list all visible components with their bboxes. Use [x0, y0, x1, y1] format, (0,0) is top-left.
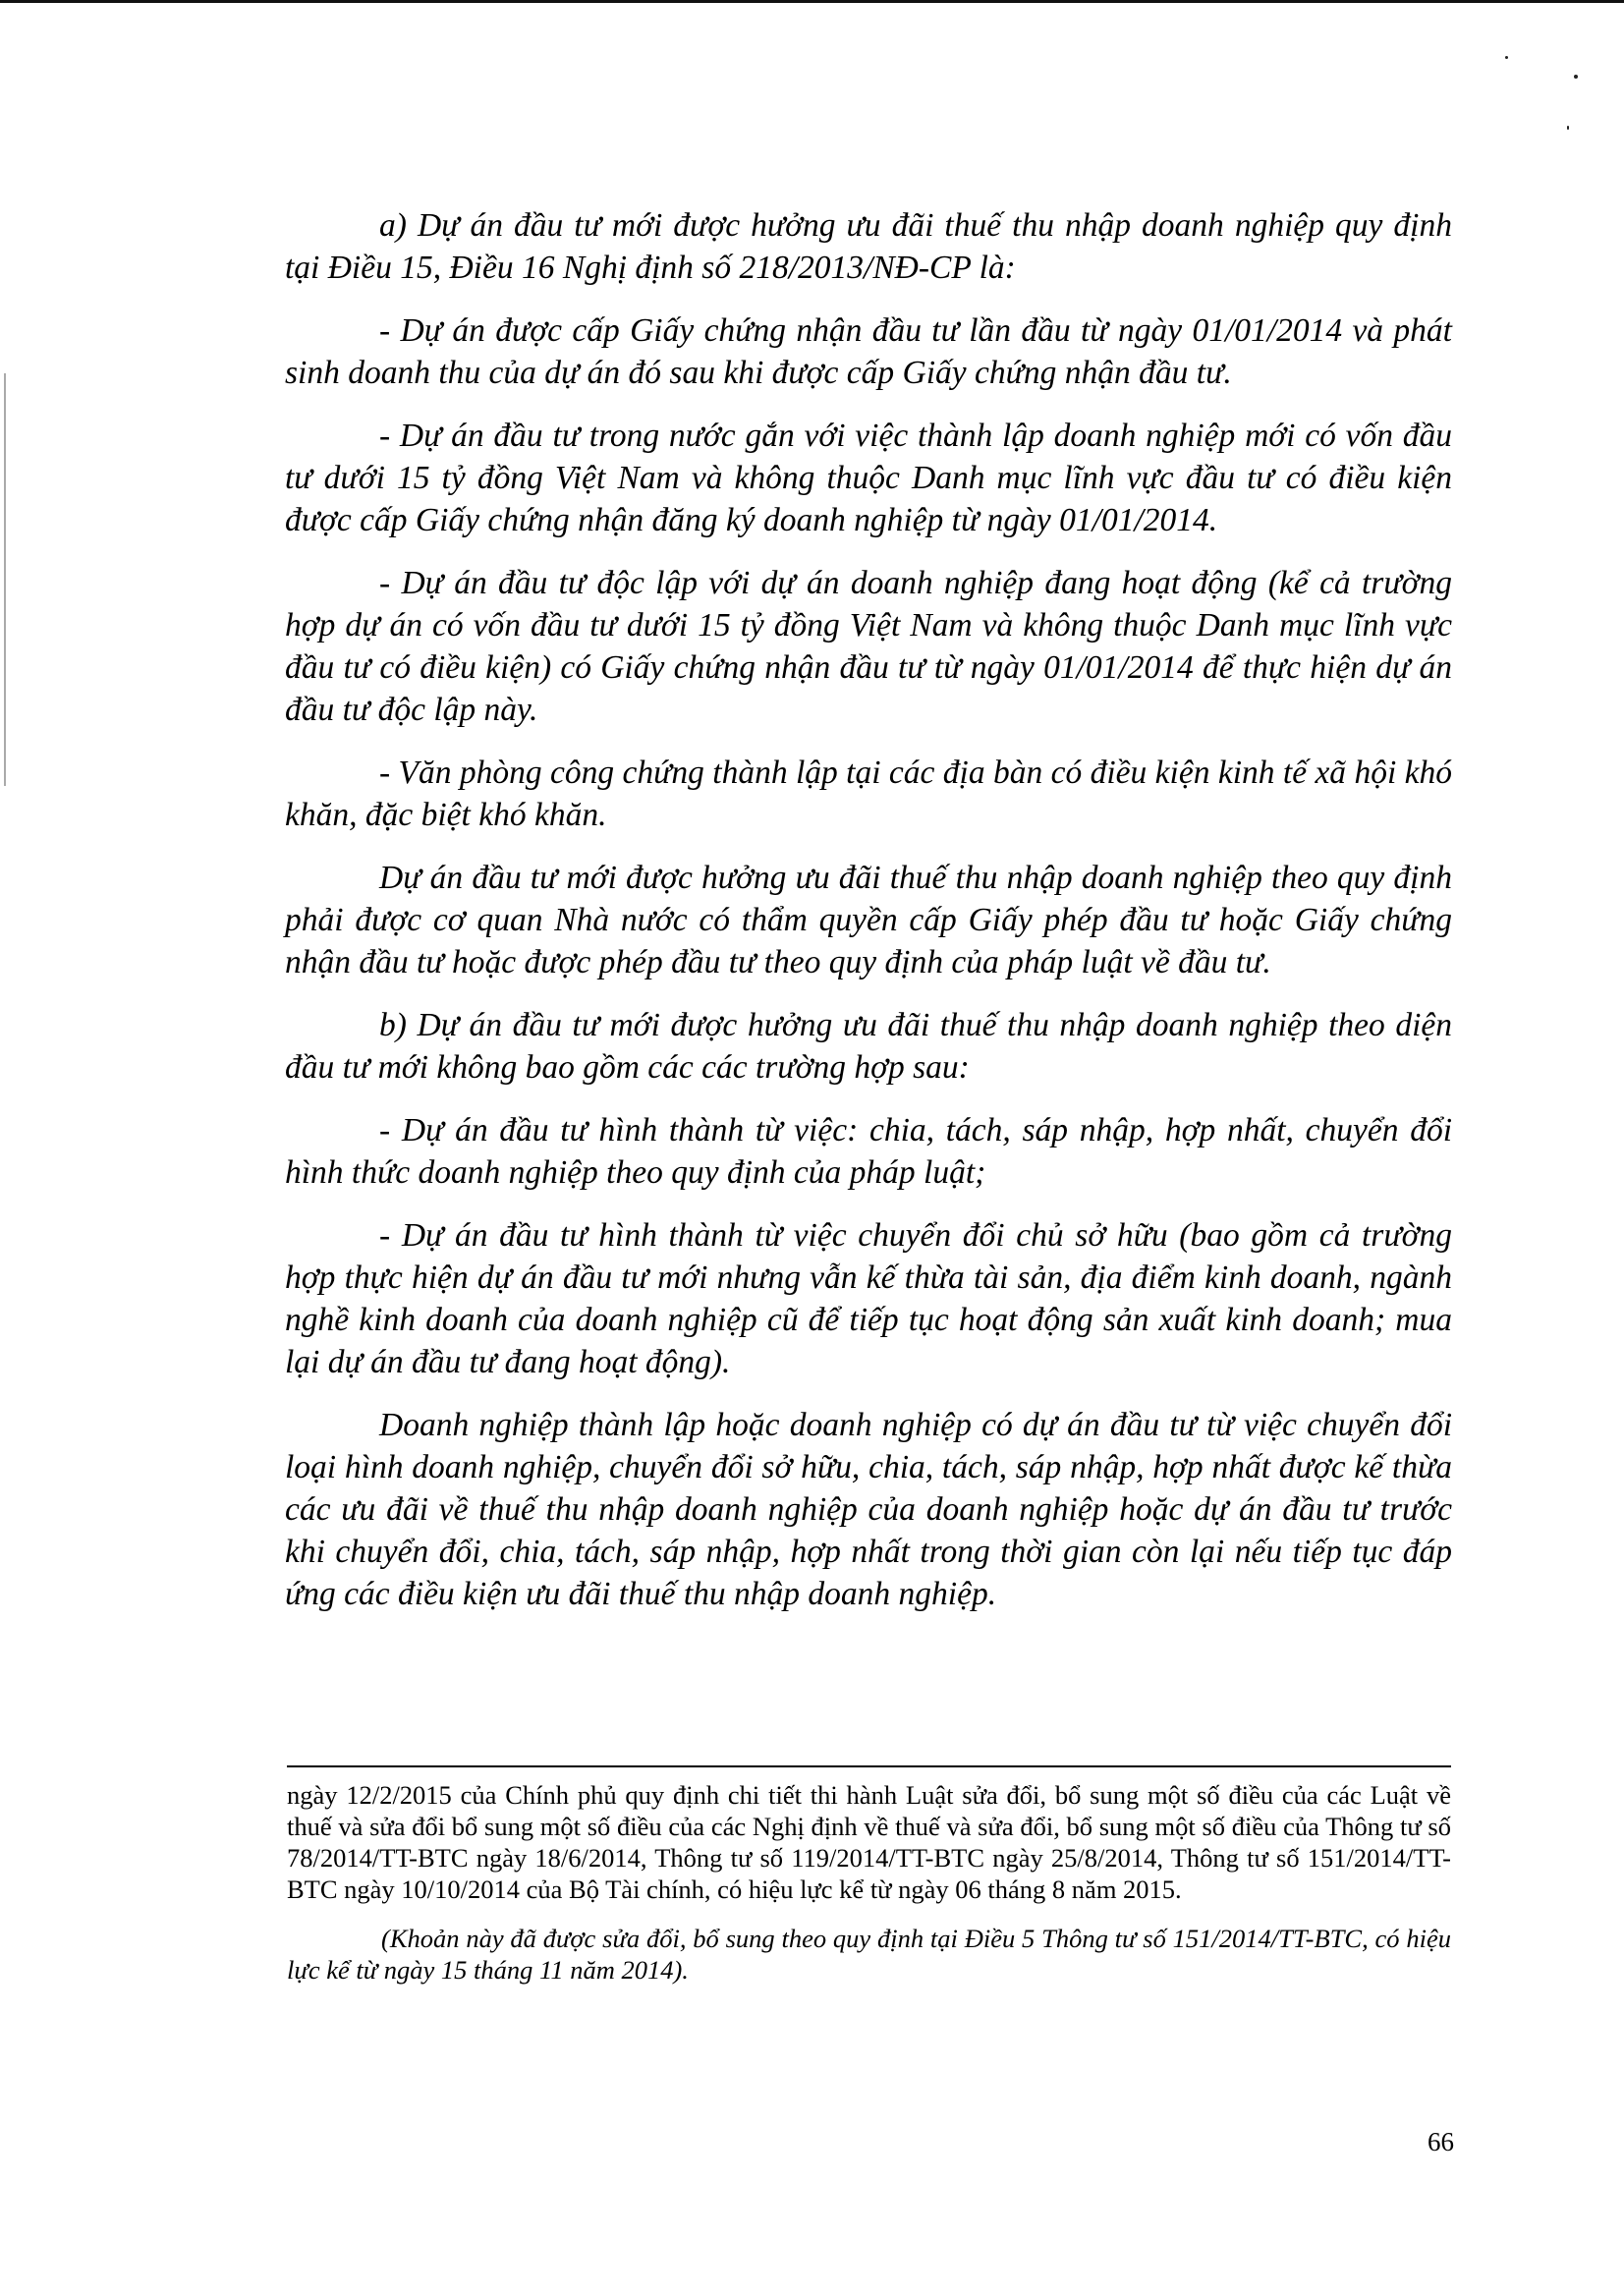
paragraph-item: - Dự án đầu tư độc lập với dự án doanh nghiệp đang hoạt động (kể cả trường hợp dự án có vốn đầu tư dưới 15 tỷ đồng Việt Nam và không thuộc Danh mục lĩnh vực đầu tư có điều kiện) có Giấy chứng nhận đầu tư từ ngày 01/01/2014 để thực hiện dự án đầu tư độc lập này.	[285, 565, 1452, 728]
paragraph-item: - Văn phòng công chứng thành lập tại các địa bàn có điều kiện kinh tế xã hội khó khăn, đặc biệt khó khăn.	[285, 755, 1452, 833]
scan-speck	[1505, 56, 1508, 59]
footnote	[287, 1779, 1451, 1986]
scan-top-border	[0, 0, 1624, 3]
scan-speck	[1567, 126, 1569, 130]
paragraph-item: - Dự án đầu tư hình thành từ việc: chia, tách, sáp nhập, hợp nhất, chuyển đổi hình thức doanh nghiệp theo quy định của pháp luật;	[285, 1112, 1452, 1191]
paragraph-item: - Dự án đầu tư trong nước gắn với việc thành lập doanh nghiệp mới có vốn đầu tư dưới 15 tỷ đồng Việt Nam và không thuộc Danh mục lĩnh vực đầu tư có điều kiện được cấp Giấy chứng nhận đăng ký doanh nghiệp từ ngày 01/01/2014.	[285, 418, 1452, 538]
footnote-text: ngày 12/2/2015 của Chính phủ quy định chi tiết thi hành Luật sửa đổi, bổ sung một số điều của các Luật về thuế và sửa đổi bổ sung một số điều của các Nghị định về thuế và sửa đổi, bổ sung một số điều của Thông tư số 78/2014/TT-BTC ngày 18/6/2014, Thông tư số 119/2014/TT-BTC ngày 25/8/2014, Thông tư số 151/2014/TT-BTC ngày 10/10/2014 của Bộ Tài chính, có hiệu lực kể từ ngày 06 tháng 8 năm 2015.	[287, 1780, 1451, 1904]
paragraph-item: - Dự án được cấp Giấy chứng nhận đầu tư lần đầu từ ngày 01/01/2014 và phát sinh doanh thu của dự án đó sau khi được cấp Giấy chứng nhận đầu tư.	[285, 312, 1452, 391]
scan-speck	[1574, 75, 1578, 79]
main-body-text	[285, 204, 1452, 1636]
footnote-amendment-note: (Khoản này đã được sửa đổi, bổ sung theo quy định tại Điều 5 Thông tư số 151/2014/TT-BTC, có hiệu lực kể từ ngày 15 tháng 11 năm 2014).	[287, 1924, 1451, 1985]
paragraph-a-heading: a) Dự án đầu tư mới được hưởng ưu đãi thuế thu nhập doanh nghiệp quy định tại Điều 15, Điều 16 Nghị định số 218/2013/NĐ-CP là:	[285, 207, 1452, 286]
paragraph: Dự án đầu tư mới được hưởng ưu đãi thuế thu nhập doanh nghiệp theo quy định phải được cơ quan Nhà nước có thẩm quyền cấp Giấy phép đầu tư hoặc Giấy chứng nhận đầu tư hoặc được phép đầu tư theo quy định của pháp luật về đầu tư.	[285, 860, 1452, 980]
page-number: 66	[1428, 2127, 1454, 2156]
paragraph-item: - Dự án đầu tư hình thành từ việc chuyển đổi chủ sở hữu (bao gồm cả trường hợp thực hiện dự án đầu tư mới nhưng vẫn kế thừa tài sản, địa điểm kinh doanh, ngành nghề kinh doanh của doanh nghiệp cũ để tiếp tục hoạt động sản xuất kinh doanh; mua lại dự án đầu tư đang hoạt động).	[285, 1217, 1452, 1380]
footnote-separator	[287, 1765, 1451, 1767]
scan-left-edge-mark	[4, 373, 6, 786]
paragraph-b-heading: b) Dự án đầu tư mới được hưởng ưu đãi thuế thu nhập doanh nghiệp theo diện đầu tư mới không bao gồm các các trường hợp sau:	[285, 1007, 1452, 1086]
paragraph: Doanh nghiệp thành lập hoặc doanh nghiệp có dự án đầu tư từ việc chuyển đổi loại hình doanh nghiệp, chuyển đổi sở hữu, chia, tách, sáp nhập, hợp nhất được kế thừa các ưu đãi về thuế thu nhập doanh nghiệp của doanh nghiệp hoặc dự án đầu tư trước khi chuyển đổi, chia, tách, sáp nhập, hợp nhất trong thời gian còn lại nếu tiếp tục đáp ứng các điều kiện ưu đãi thuế thu nhập doanh nghiệp.	[285, 1407, 1452, 1612]
